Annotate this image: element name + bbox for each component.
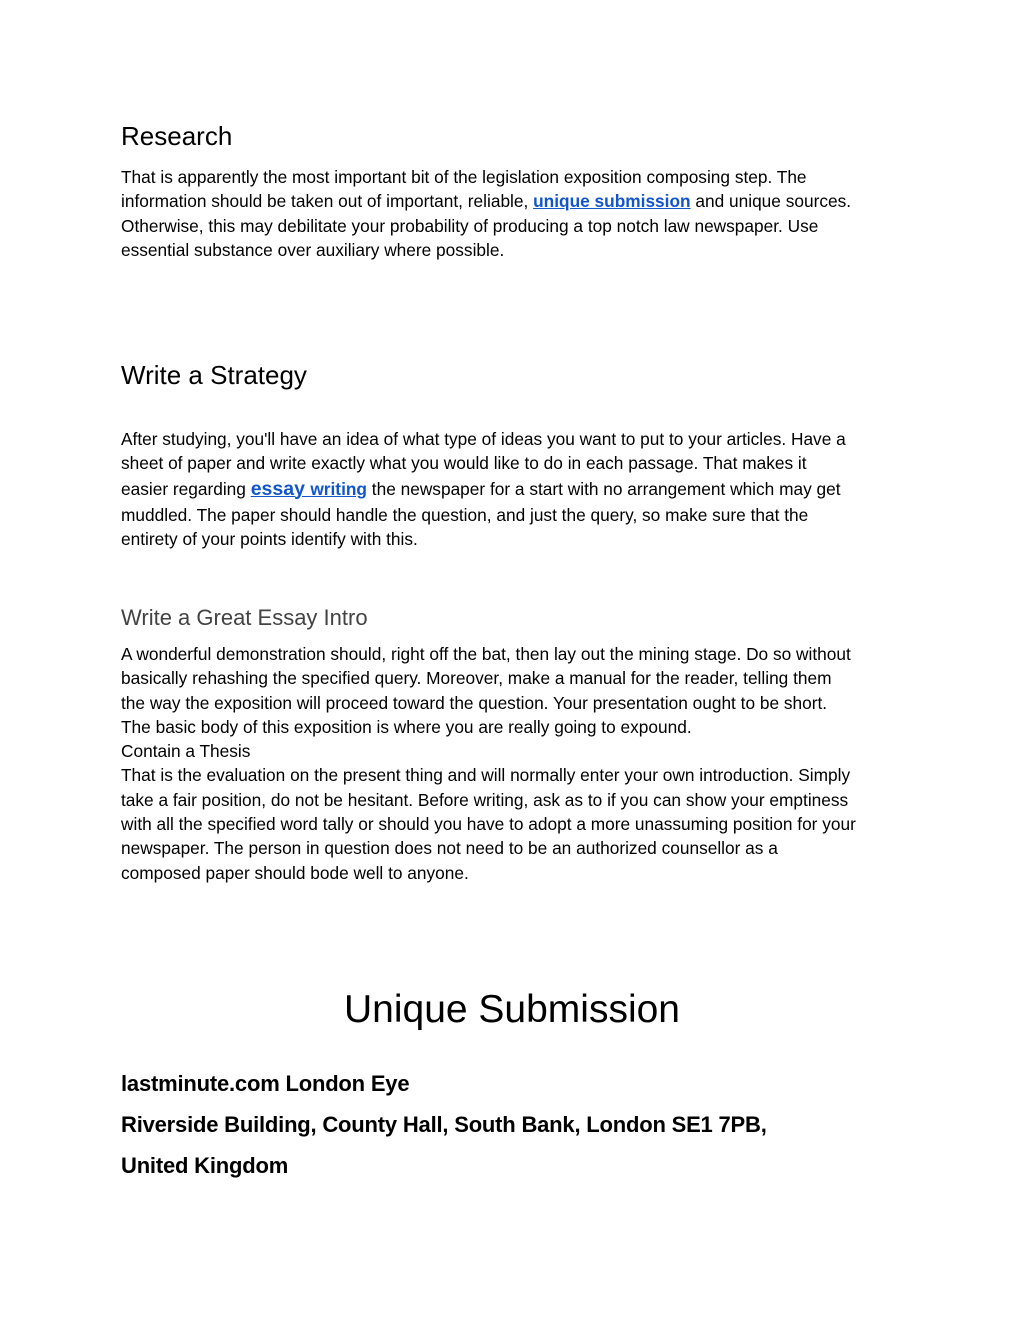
research-line-2-text-before: information should be taken out of important, reliable, [121,191,534,212]
strategy-line-4: muddled. The paper should handle the question, and just the query, so make sure that the [121,504,809,525]
unique-submission-link[interactable]: unique submission [533,191,691,212]
intro-line: the way the exposition will proceed toward the question. Your presentation ought to be short. [121,692,828,713]
strategy-line-5: entirety of your points identify with this. [121,528,418,549]
research-line-3: Otherwise, this may debilitate your probability of producing a top notch law newspaper. Use [121,215,819,236]
intro-line: Contain a Thesis [121,741,251,762]
intro-line: newspaper. The person in question does not need to be an authorized counsellor as a [121,838,778,859]
strategy-line-3-text-before: easier regarding [121,478,251,499]
intro-paragraph [121,642,911,885]
strategy-heading: Write a Strategy [121,360,307,390]
essay-writing-link[interactable] [251,479,367,499]
essay-link-word: essay [250,477,311,500]
intro-line: That is the evaluation on the present thing and will normally enter your own introduction. Simply [121,765,851,786]
research-line-2 [121,189,911,213]
intro-heading: Write a Great Essay Intro [121,605,368,630]
writing-link-word: writing [310,478,367,499]
address-line-2: Riverside Building, County Hall, South Bank, London SE1 7PB, [121,1112,767,1137]
unique-submission-title: Unique Submission [343,988,680,1031]
intro-line: with all the specified word tally or should you have to adopt a more unassuming position for your [121,814,856,835]
intro-line: take a fair position, do not be hesitant. Before writing, ask as to if you can show your emptiness [121,789,849,810]
intro-line: The basic body of this exposition is where you are really going to expound. [121,716,692,737]
research-line-4: essential substance over auxiliary where possible. [121,239,505,260]
strategy-line-3 [121,476,911,503]
strategy-line-1: After studying, you'll have an idea of what type of ideas you want to put to your articles. Have a [121,429,846,449]
intro-line: basically rehashing the specified query. Moreover, make a manual for the reader, telling them [121,668,832,689]
intro-line: composed paper should bode well to anyone. [121,862,469,883]
strategy-line-3-text-after: the newspaper for a start with no arrangement which may get [366,478,841,499]
research-line-1: That is apparently the most important bit of the legislation exposition composing step. The [121,167,807,187]
research-line-2-text-after: and unique sources. [690,191,852,212]
strategy-paragraph [121,427,911,551]
research-heading: Research [121,121,233,151]
research-paragraph [121,165,911,262]
address-line-1: lastminute.com London Eye [121,1071,410,1096]
strategy-line-2: sheet of paper and write exactly what you would like to do in each passage. That makes it [121,453,807,474]
address-line-3: United Kingdom [121,1153,289,1178]
intro-line: A wonderful demonstration should, right off the bat, then lay out the mining stage. Do so without [121,644,851,664]
